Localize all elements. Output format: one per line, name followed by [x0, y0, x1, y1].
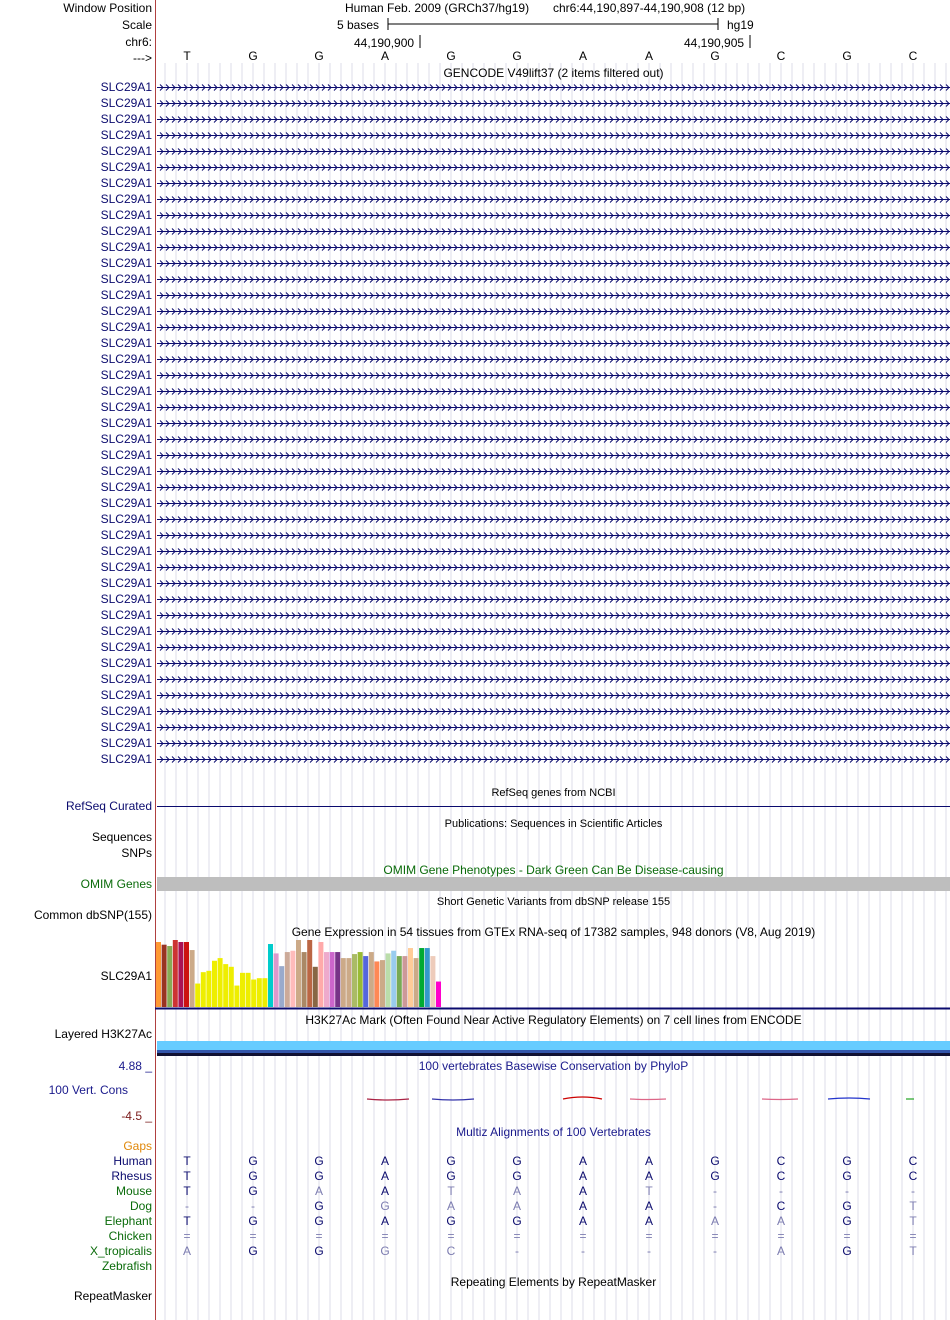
gencode-transcript-label[interactable]: SLC29A1: [100, 640, 152, 654]
phylop-score-mark: [432, 1099, 474, 1100]
gencode-transcript-label[interactable]: SLC29A1: [100, 96, 152, 110]
gtex-tissue-bar: [313, 967, 318, 1007]
alignment-base: =: [513, 1229, 521, 1243]
gtex-tissue-bar: [201, 972, 206, 1007]
alignment-base: T: [183, 1169, 191, 1183]
gencode-transcript-label[interactable]: SLC29A1: [100, 240, 152, 254]
gtex-track-title: Gene Expression in 54 tissues from GTEx RNA-seq of 17382 samples, 948 donors (V8, Aug 2019): [291, 925, 816, 939]
gtex-tissue-bar: [330, 952, 335, 1007]
multiz-track-title: Multiz Alignments of 100 Vertebrates: [456, 1125, 651, 1139]
ruler-base: C: [908, 49, 918, 63]
phylop-score-mark: [367, 1099, 409, 1100]
alignment-base: =: [909, 1229, 917, 1243]
phylop-min-label: -4.5 _: [121, 1109, 152, 1123]
window-position: chr6:44,190,897-44,190,908 (12 bp): [553, 1, 746, 15]
gtex-tissue-bar: [430, 956, 435, 1007]
gencode-transcript-label[interactable]: SLC29A1: [100, 208, 152, 222]
gtex-tissue-bar: [324, 952, 329, 1007]
gtex-tissue-bar: [408, 948, 413, 1007]
alignment-base: A: [380, 1214, 389, 1228]
gtex-tissue-bar: [190, 950, 195, 1007]
omim-track-title: OMIM Gene Phenotypes - Dark Green Can Be Disease-causing: [383, 863, 724, 877]
ruler-base: T: [183, 49, 191, 63]
h3k27ac-signal-base: [157, 1053, 950, 1056]
snps-label[interactable]: SNPs: [121, 846, 152, 860]
assembly-name: Human Feb. 2009 (GRCh37/hg19): [345, 1, 530, 15]
gencode-transcript-label[interactable]: SLC29A1: [100, 672, 152, 686]
alignment-base: A: [182, 1244, 191, 1258]
gtex-tissue-bar: [178, 942, 183, 1007]
gtex-tissue-bar: [307, 940, 312, 1007]
gencode-transcript-label[interactable]: SLC29A1: [100, 752, 152, 766]
alignment-base: C: [908, 1154, 918, 1168]
alignment-base: -: [581, 1244, 585, 1258]
gencode-transcript-label[interactable]: SLC29A1: [100, 624, 152, 638]
alignment-base: G: [380, 1244, 390, 1258]
h3k27ac-signal-dark: [157, 1050, 950, 1053]
gtex-tissue-bar: [296, 940, 301, 1007]
gtex-tissue-bar: [285, 952, 290, 1007]
gencode-transcript-label[interactable]: SLC29A1: [100, 720, 152, 734]
species-label[interactable]: Dog: [129, 1199, 152, 1213]
gencode-transcript-label[interactable]: SLC29A1: [100, 512, 152, 526]
phylop-score-mark: [762, 1099, 798, 1100]
alignment-base: A: [380, 1169, 389, 1183]
gtex-tissue-bar: [419, 948, 424, 1007]
ruler-base: G: [314, 49, 324, 63]
gtex-tissue-bar: [402, 956, 407, 1007]
alignment-base: G: [314, 1214, 324, 1228]
gtex-tissue-bar: [386, 953, 391, 1007]
alignment-base: G: [380, 1199, 390, 1213]
gencode-transcript-label[interactable]: SLC29A1: [100, 416, 152, 430]
alignment-base: A: [380, 1154, 389, 1168]
gtex-gene-label[interactable]: SLC29A1: [100, 969, 152, 983]
ruler-base: A: [578, 49, 587, 63]
gtex-tissue-bar: [184, 942, 189, 1007]
gencode-transcript-label[interactable]: SLC29A1: [100, 384, 152, 398]
alignment-base: G: [248, 1244, 258, 1258]
alignment-base: A: [578, 1154, 587, 1168]
gencode-transcript-label[interactable]: SLC29A1: [100, 128, 152, 142]
alignment-base: G: [842, 1169, 852, 1183]
alignment-base: T: [909, 1214, 917, 1228]
gtex-tissue-bar: [229, 967, 234, 1007]
omim-gene-bar: [157, 877, 950, 891]
gtex-tissue-bar: [358, 952, 363, 1007]
alignment-base: G: [512, 1154, 522, 1168]
gencode-transcript-label[interactable]: SLC29A1: [100, 400, 152, 414]
species-label[interactable]: Elephant: [104, 1214, 152, 1228]
alignment-base: -: [647, 1244, 651, 1258]
gencode-transcript-label[interactable]: SLC29A1: [100, 304, 152, 318]
gtex-tissue-bar: [167, 946, 172, 1007]
omim-genes-label[interactable]: OMIM Genes: [80, 877, 152, 891]
gtex-tissue-bar: [397, 956, 402, 1007]
gaps-label[interactable]: Gaps: [123, 1139, 152, 1153]
gencode-transcript-label[interactable]: SLC29A1: [100, 448, 152, 462]
gtex-tissue-bar: [240, 973, 245, 1007]
alignment-base: =: [381, 1229, 389, 1243]
gtex-tissue-bar: [414, 958, 419, 1007]
gencode-transcript-label[interactable]: SLC29A1: [100, 480, 152, 494]
gencode-transcript-label[interactable]: SLC29A1: [100, 608, 152, 622]
alignment-base: T: [909, 1244, 917, 1258]
alignment-base: A: [578, 1184, 587, 1198]
gencode-transcript-label[interactable]: SLC29A1: [100, 160, 152, 174]
gencode-transcript-label[interactable]: SLC29A1: [100, 176, 152, 190]
alignment-base: A: [446, 1199, 455, 1213]
alignment-base: T: [447, 1184, 455, 1198]
gtex-tissue-bar: [279, 966, 284, 1007]
gtex-tissue-bar: [346, 958, 351, 1007]
h3k27ac-track-title: H3K27Ac Mark (Often Found Near Active Regulatory Elements) on 7 cell lines from ENCODE: [305, 1013, 802, 1027]
gtex-tissue-bar: [251, 980, 256, 1007]
alignment-base: G: [314, 1199, 324, 1213]
gencode-transcript-label[interactable]: SLC29A1: [100, 704, 152, 718]
species-label[interactable]: X_tropicalis: [89, 1244, 152, 1258]
gencode-transcript-label[interactable]: SLC29A1: [100, 336, 152, 350]
species-label[interactable]: Chicken: [108, 1229, 152, 1243]
gencode-transcript-label[interactable]: SLC29A1: [100, 576, 152, 590]
alignment-base: G: [842, 1214, 852, 1228]
alignment-base: C: [908, 1169, 918, 1183]
alignment-base: A: [644, 1169, 653, 1183]
dbsnp-track-title: Short Genetic Variants from dbSNP release 155: [436, 896, 671, 908]
common-dbsnp-label[interactable]: Common dbSNP(155): [33, 908, 152, 922]
gtex-tissue-bar: [223, 964, 228, 1007]
gencode-transcript-label[interactable]: SLC29A1: [100, 688, 152, 702]
alignment-base: A: [512, 1199, 521, 1213]
gencode-transcript-label[interactable]: SLC29A1: [100, 368, 152, 382]
alignment-base: T: [909, 1199, 917, 1213]
alignment-base: T: [183, 1184, 191, 1198]
alignment-base: A: [710, 1214, 719, 1228]
gtex-tissue-bar: [374, 961, 379, 1007]
alignment-base: G: [512, 1169, 522, 1183]
alignment-base: G: [842, 1244, 852, 1258]
sequences-label[interactable]: Sequences: [91, 830, 152, 844]
gencode-transcript-label[interactable]: SLC29A1: [100, 192, 152, 206]
gencode-transcript-label[interactable]: SLC29A1: [100, 544, 152, 558]
alignment-base: -: [911, 1184, 915, 1198]
phylop-max-label: 4.88 _: [118, 1059, 152, 1073]
alignment-base: G: [842, 1199, 852, 1213]
gtex-tissue-bar: [212, 961, 217, 1007]
alignment-base: C: [776, 1154, 786, 1168]
phylop-label[interactable]: 100 Vert. Cons: [48, 1083, 128, 1097]
ruler-base: A: [644, 49, 653, 63]
phylop-track-title: 100 vertebrates Basewise Conservation by PhyloP: [418, 1059, 689, 1073]
alignment-base: G: [842, 1154, 852, 1168]
gencode-transcript-label[interactable]: SLC29A1: [100, 320, 152, 334]
alignment-base: A: [578, 1199, 587, 1213]
gtex-tissue-bar: [318, 942, 323, 1007]
gtex-tissue-bar: [262, 978, 267, 1007]
gencode-transcript-label[interactable]: SLC29A1: [100, 224, 152, 238]
gtex-tissue-bar: [363, 956, 368, 1007]
ruler-base: C: [776, 49, 786, 63]
h3k27ac-signal: [157, 1041, 950, 1050]
alignment-base: =: [777, 1229, 785, 1243]
phylop-score-mark: [828, 1098, 870, 1099]
alignment-base: -: [713, 1199, 717, 1213]
gencode-transcript-label[interactable]: SLC29A1: [100, 432, 152, 446]
gtex-tissue-bar: [341, 958, 346, 1007]
scale-db: hg19: [727, 18, 754, 32]
phylop-score-mark: [630, 1099, 666, 1100]
repeatmasker-label[interactable]: RepeatMasker: [73, 1289, 152, 1303]
gtex-tissue-bar: [302, 952, 307, 1007]
alignment-base: -: [515, 1244, 519, 1258]
gtex-tissue-bar: [380, 960, 385, 1007]
gencode-transcript-label[interactable]: SLC29A1: [100, 80, 152, 94]
species-label[interactable]: Zebrafish: [101, 1259, 152, 1273]
alignment-base: G: [314, 1169, 324, 1183]
alignment-base: -: [185, 1199, 189, 1213]
gtex-tissue-bar: [268, 944, 273, 1007]
alignment-base: G: [710, 1154, 720, 1168]
tick-label-right: 44,190,905: [684, 36, 745, 50]
alignment-base: A: [776, 1214, 785, 1228]
ruler-base: G: [248, 49, 258, 63]
alignment-base: A: [380, 1184, 389, 1198]
gtex-tissue-bar: [290, 951, 295, 1007]
gtex-tissue-bar: [274, 953, 279, 1007]
alignment-base: A: [578, 1214, 587, 1228]
gencode-transcript-label[interactable]: SLC29A1: [100, 464, 152, 478]
h3k27ac-label[interactable]: Layered H3K27Ac: [54, 1027, 152, 1041]
gtex-tissue-bar: [425, 948, 430, 1007]
gencode-track-title: GENCODE V49lift37 (2 items filtered out): [443, 66, 664, 80]
tick-label-left: 44,190,900: [354, 36, 415, 50]
alignment-base: G: [710, 1169, 720, 1183]
alignment-base: A: [314, 1184, 323, 1198]
alignment-base: =: [183, 1229, 191, 1243]
alignment-base: T: [183, 1214, 191, 1228]
alignment-base: G: [446, 1154, 456, 1168]
gencode-transcript-label[interactable]: SLC29A1: [100, 656, 152, 670]
gencode-transcript-label[interactable]: SLC29A1: [100, 592, 152, 606]
gencode-transcript-label[interactable]: SLC29A1: [100, 352, 152, 366]
gencode-transcript-label[interactable]: SLC29A1: [100, 112, 152, 126]
strand-label: --->: [133, 51, 152, 65]
alignment-base: A: [578, 1169, 587, 1183]
alignment-base: =: [447, 1229, 455, 1243]
alignment-base: G: [446, 1214, 456, 1228]
gtex-tissue-bar: [436, 982, 441, 1007]
alignment-base: G: [314, 1244, 324, 1258]
publications-track-title: Publications: Sequences in Scientific Articles: [444, 818, 663, 830]
gtex-tissue-bar: [391, 951, 396, 1007]
repeatmasker-track-title: Repeating Elements by RepeatMasker: [450, 1275, 657, 1289]
gencode-transcript-label[interactable]: SLC29A1: [100, 144, 152, 158]
gtex-tissue-bar: [162, 945, 167, 1007]
species-label[interactable]: Mouse: [115, 1184, 152, 1198]
alignment-base: T: [183, 1154, 191, 1168]
chrom-label: chr6:: [125, 35, 152, 49]
alignment-base: A: [512, 1184, 521, 1198]
alignment-base: =: [579, 1229, 587, 1243]
alignment-base: A: [644, 1154, 653, 1168]
alignment-base: =: [249, 1229, 257, 1243]
alignment-base: G: [248, 1214, 258, 1228]
gencode-transcript-label[interactable]: SLC29A1: [100, 496, 152, 510]
alignment-base: -: [779, 1184, 783, 1198]
alignment-base: A: [644, 1199, 653, 1213]
gencode-transcript-label[interactable]: SLC29A1: [100, 736, 152, 750]
scale-label: Scale: [121, 18, 152, 32]
ruler-base: G: [842, 49, 852, 63]
ruler-base: G: [710, 49, 720, 63]
gencode-transcript-label[interactable]: SLC29A1: [100, 560, 152, 574]
window-position-label: Window Position: [63, 1, 152, 15]
alignment-base: -: [251, 1199, 255, 1213]
alignment-base: G: [314, 1154, 324, 1168]
alignment-base: G: [446, 1169, 456, 1183]
ruler-base: G: [512, 49, 522, 63]
gtex-tissue-bar: [234, 986, 239, 1007]
alignment-base: -: [713, 1184, 717, 1198]
gencode-transcript-label[interactable]: SLC29A1: [100, 256, 152, 270]
alignment-base: =: [843, 1229, 851, 1243]
gtex-tissue-bar: [246, 973, 251, 1007]
alignment-base: C: [776, 1169, 786, 1183]
gtex-tissue-bar: [335, 952, 340, 1007]
alignment-base: C: [446, 1244, 456, 1258]
alignment-base: =: [711, 1229, 719, 1243]
alignment-base: A: [776, 1244, 785, 1258]
ruler-base: G: [446, 49, 456, 63]
refseq-curated-label[interactable]: RefSeq Curated: [65, 799, 152, 813]
species-label[interactable]: Human: [113, 1154, 152, 1168]
ruler-base: A: [380, 49, 389, 63]
alignment-base: G: [248, 1154, 258, 1168]
gencode-transcript-label[interactable]: SLC29A1: [100, 288, 152, 302]
gtex-tissue-bar: [352, 954, 357, 1007]
alignment-base: -: [845, 1184, 849, 1198]
refseq-track-title: RefSeq genes from NCBI: [491, 787, 616, 799]
alignment-base: T: [645, 1184, 653, 1198]
alignment-base: G: [248, 1184, 258, 1198]
gtex-tissue-bar: [257, 978, 262, 1007]
alignment-base: =: [315, 1229, 323, 1243]
alignment-base: -: [713, 1244, 717, 1258]
gtex-tissue-bar: [173, 940, 178, 1007]
species-label[interactable]: Rhesus: [111, 1169, 152, 1183]
gencode-transcript-label[interactable]: SLC29A1: [100, 528, 152, 542]
alignment-base: G: [248, 1169, 258, 1183]
gtex-tissue-bar: [369, 952, 374, 1007]
alignment-base: A: [644, 1214, 653, 1228]
scale-text: 5 bases: [337, 18, 380, 32]
gencode-transcript-label[interactable]: SLC29A1: [100, 272, 152, 286]
gtex-tissue-bar: [195, 984, 200, 1007]
gtex-tissue-bar: [206, 971, 211, 1007]
gtex-tissue-bar: [218, 958, 223, 1007]
alignment-base: C: [776, 1199, 786, 1213]
gtex-tissue-bar: [156, 942, 161, 1007]
alignment-base: G: [512, 1214, 522, 1228]
alignment-base: =: [645, 1229, 653, 1243]
